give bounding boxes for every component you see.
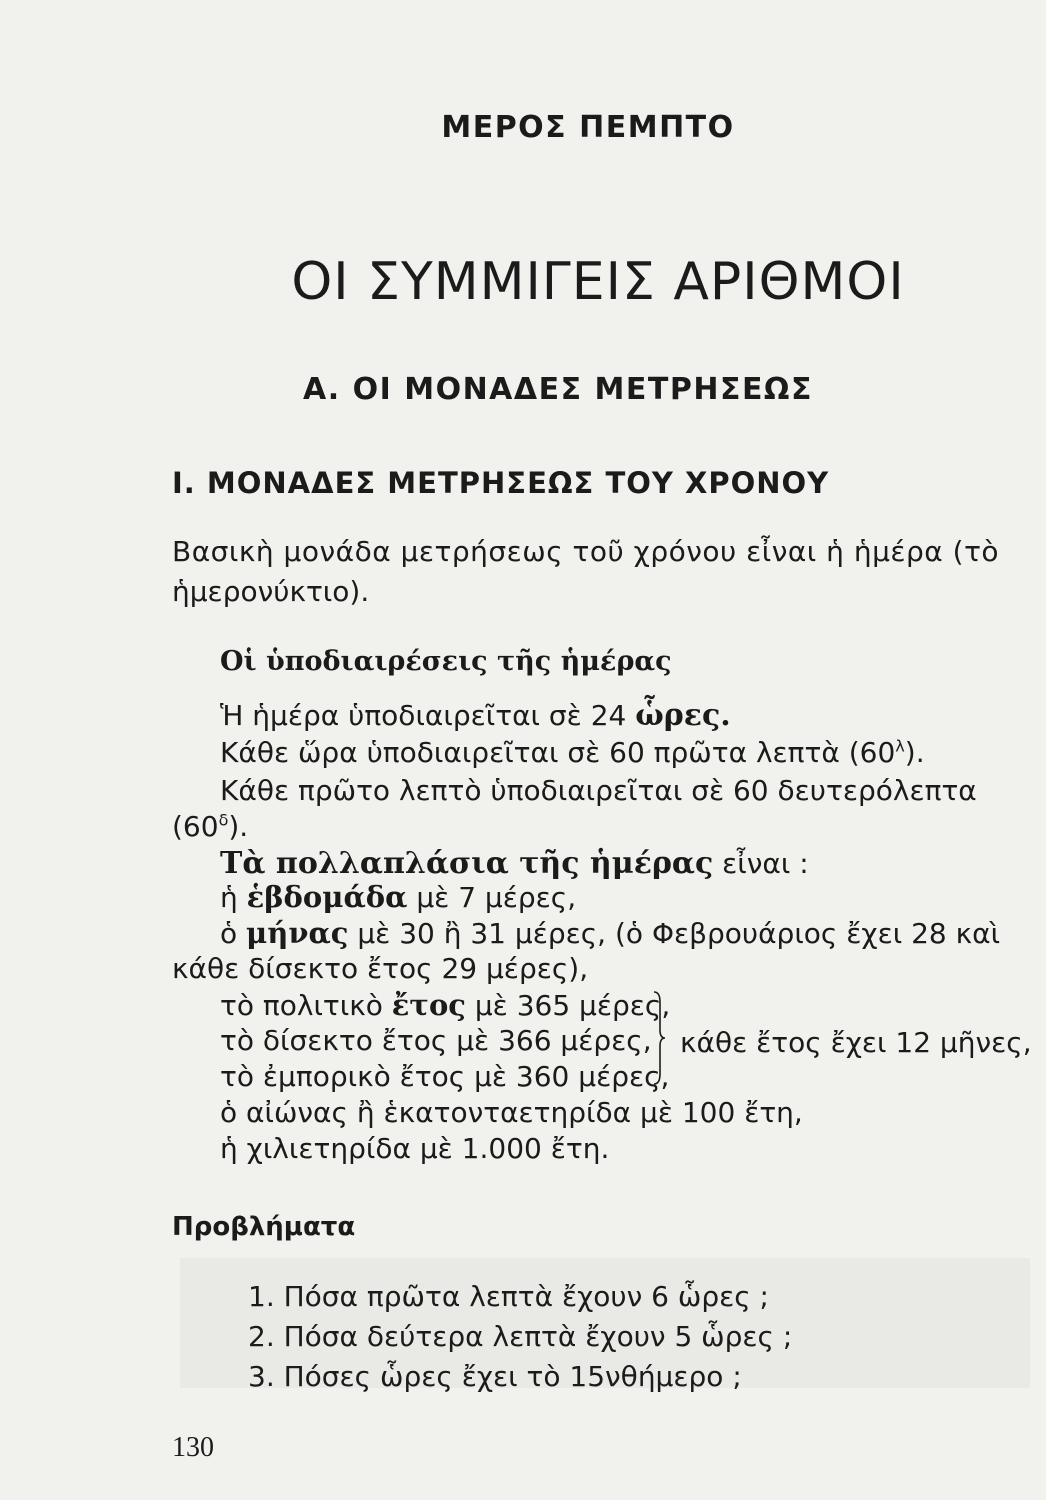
problem-item-3: 3. Πόσες ὧρες ἔχει τὸ 15νθήμερο ;	[248, 1360, 742, 1393]
civil-year-line	[220, 988, 670, 1022]
intro-line-2: ἡμερονύκτιο).	[172, 575, 370, 608]
page-number: 130	[172, 1432, 214, 1463]
civil-year-text: τὸ πολιτικὸ	[220, 989, 392, 1022]
week-text: μὲ 7 μέρες,	[407, 881, 577, 914]
subdivision-minutes	[220, 736, 925, 769]
seconds-sup: δ	[218, 810, 229, 830]
intro-line-1: Βασικὴ μονάδα μετρήσεως τοῦ χρόνου εἶναι ἡ ἡμέρα (τὸ	[172, 535, 1000, 568]
seconds-text: (60	[172, 810, 219, 843]
subdivisions-heading: Οἱ ὑποδιαιρέσεις τῆς ἡμέρας	[220, 646, 672, 677]
problems-heading: Προβλήματα	[172, 1212, 356, 1242]
subdivision-hours	[220, 698, 731, 733]
week-line	[220, 880, 576, 914]
week-article: ἡ	[220, 881, 247, 914]
minutes-text: Κάθε ὥρα ὑποδιαιρεῖται σὲ 60 πρῶτα λεπτὰ (60	[220, 736, 896, 769]
multiples-heading-line	[220, 846, 809, 881]
year-term: ἔτος	[391, 988, 466, 1022]
part-title: ΜΕΡΟΣ ΠΕΜΠΤΟ	[441, 110, 735, 145]
month-article: ὁ	[220, 917, 247, 950]
chapter-title: ΟΙ ΣΥΜΜΙΓΕΙΣ ΑΡΙΘΜΟΙ	[291, 252, 905, 312]
month-text: μὲ 30 ἢ 31 μέρες, (ὁ Φεβρουάριος ἔχει 28 καὶ	[348, 917, 1001, 950]
civil-year-days: μὲ 365 μέρες,	[465, 989, 671, 1022]
month-line-cont: κάθε δίσεκτο ἔτος 29 μέρες),	[172, 952, 589, 985]
minutes-end: ).	[904, 736, 925, 769]
minutes-sup: λ	[895, 736, 905, 756]
leap-year-line: τὸ δίσεκτο ἔτος μὲ 366 μέρες,	[220, 1024, 652, 1057]
subdivision-seconds: Κάθε πρῶτο λεπτὸ ὑποδιαιρεῖται σὲ 60 δευτερόλεπτα	[220, 774, 977, 807]
subsection-title: Ι. ΜΟΝΑΔΕΣ ΜΕΤΡΗΣΕΩΣ ΤΟΥ ΧΡΟΝΟΥ	[172, 466, 830, 500]
multiples-heading-tail: εἶναι :	[713, 847, 809, 880]
hours-text: Ἡ ἡμέρα ὑποδιαιρεῖται σὲ 24	[220, 699, 636, 732]
week-term: ἑβδομάδα	[246, 880, 408, 914]
month-line	[220, 916, 1000, 950]
millennium-line: ἡ χιλιετηρίδα μὲ 1.000 ἔτη.	[220, 1132, 610, 1165]
problem-item-2: 2. Πόσα δεύτερα λεπτὰ ἔχουν 5 ὧρες ;	[248, 1320, 793, 1353]
multiples-heading: Τὰ πολλαπλάσια τῆς ἡμέρας	[220, 846, 714, 881]
century-line: ὁ αἰώνας ἢ ἑκατονταετηρίδα μὲ 100 ἔτη,	[220, 1096, 803, 1129]
subdivision-seconds-cont	[172, 810, 248, 843]
brace-note: κάθε ἔτος ἔχει 12 μῆνες,	[680, 1026, 1032, 1059]
hours-term: ὧρες.	[635, 698, 731, 733]
right-brace	[652, 990, 666, 1086]
commercial-year-line: τὸ ἐμπορικὸ ἔτος μὲ 360 μέρες,	[220, 1060, 670, 1093]
month-term: μήνας	[246, 916, 349, 950]
section-title: Α. ΟΙ ΜΟΝΑΔΕΣ ΜΕΤΡΗΣΕΩΣ	[303, 372, 813, 407]
problem-item-1: 1. Πόσα πρῶτα λεπτὰ ἔχουν 6 ὧρες ;	[248, 1280, 769, 1313]
seconds-end: ).	[228, 810, 249, 843]
